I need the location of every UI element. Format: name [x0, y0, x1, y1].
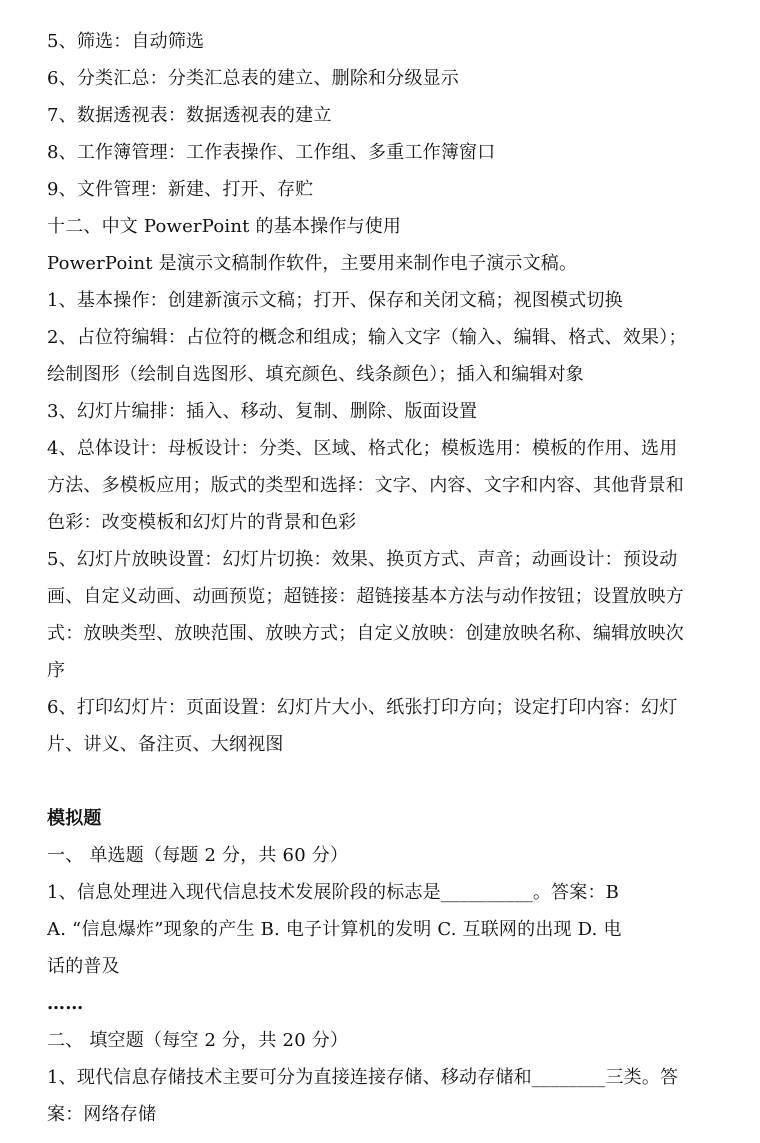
- text-line: 2、占位符编辑：占位符的概念和组成；输入文字（输入、编辑、格式、效果）；: [47, 327, 687, 348]
- text-line: 4、总体设计：母板设计：分类、区域、格式化；模板选用：模板的作用、选用: [47, 438, 678, 459]
- text-line: 6、分类汇总：分类汇总表的建立、删除和分级显示: [47, 68, 460, 89]
- question-text: 案：网络存储: [47, 1104, 157, 1125]
- text-line: 色彩：改变模板和幻灯片的背景和色彩: [47, 512, 357, 533]
- text-line: 片、讲义、备注页、大纲视图: [47, 734, 284, 755]
- document-page: [47, 23, 715, 1133]
- text-line: 画、自定义动画、动画预览；超链接：超链接基本方法与动作按钮；设置放映方: [47, 586, 684, 607]
- text-line: 方法、多模板应用；版式的类型和选择：文字、内容、文字和内容、其他背景和: [47, 475, 684, 496]
- text-line: 9、文件管理：新建、打开、存贮: [47, 179, 314, 200]
- text-line: 3、幻灯片编排：插入、移动、复制、删除、版面设置: [47, 401, 478, 422]
- text-line: 6、打印幻灯片：页面设置：幻灯片大小、纸张打印方向；设定打印内容：幻灯: [47, 697, 678, 718]
- text-line: 5、筛选：自动筛选: [47, 31, 205, 52]
- text-line: 1、基本操作：创建新演示文稿；打开、保存和关闭文稿；视图模式切换: [47, 290, 623, 311]
- question-text: 1、现代信息存储技术主要可分为直接连接存储、移动存储和________三类。答: [47, 1067, 679, 1088]
- question-options: 话的普及: [47, 956, 120, 977]
- ellipsis: ……: [47, 993, 84, 1014]
- question-text: 1、信息处理进入现代信息技术发展阶段的标志是__________。答案：B: [47, 882, 620, 903]
- question-options: A. “信息爆炸”现象的产生 B. 电子计算机的发明 C. 互联网的出现 D. 电: [47, 919, 622, 940]
- question-section-heading: 二、 填空题（每空 2 分，共 20 分）: [47, 1030, 349, 1051]
- text-line: 序: [47, 660, 66, 681]
- text-line: 5、幻灯片放映设置：幻灯片切换：效果、换页方式、声音；动画设计：预设动: [47, 549, 678, 570]
- section-heading: 十二、中文 PowerPoint 的基本操作与使用: [47, 216, 402, 237]
- text-line: 式：放映类型、放映范围、放映方式；自定义放映：创建放映名称、编辑放映次: [47, 623, 684, 644]
- text-line: PowerPoint 是演示文稿制作软件，主要用来制作电子演示文稿。: [47, 253, 578, 274]
- text-line: 绘制图形（绘制自选图形、填充颜色、线条颜色）；插入和编辑对象: [47, 364, 584, 385]
- text-line: 8、工作簿管理：工作表操作、工作组、多重工作簿窗口: [47, 142, 496, 163]
- text-line: 7、数据透视表：数据透视表的建立: [47, 105, 332, 126]
- mock-exam-heading: 模拟题: [47, 808, 102, 829]
- question-section-heading: 一、 单选题（每题 2 分，共 60 分）: [47, 845, 349, 866]
- blank-line: [47, 763, 715, 800]
